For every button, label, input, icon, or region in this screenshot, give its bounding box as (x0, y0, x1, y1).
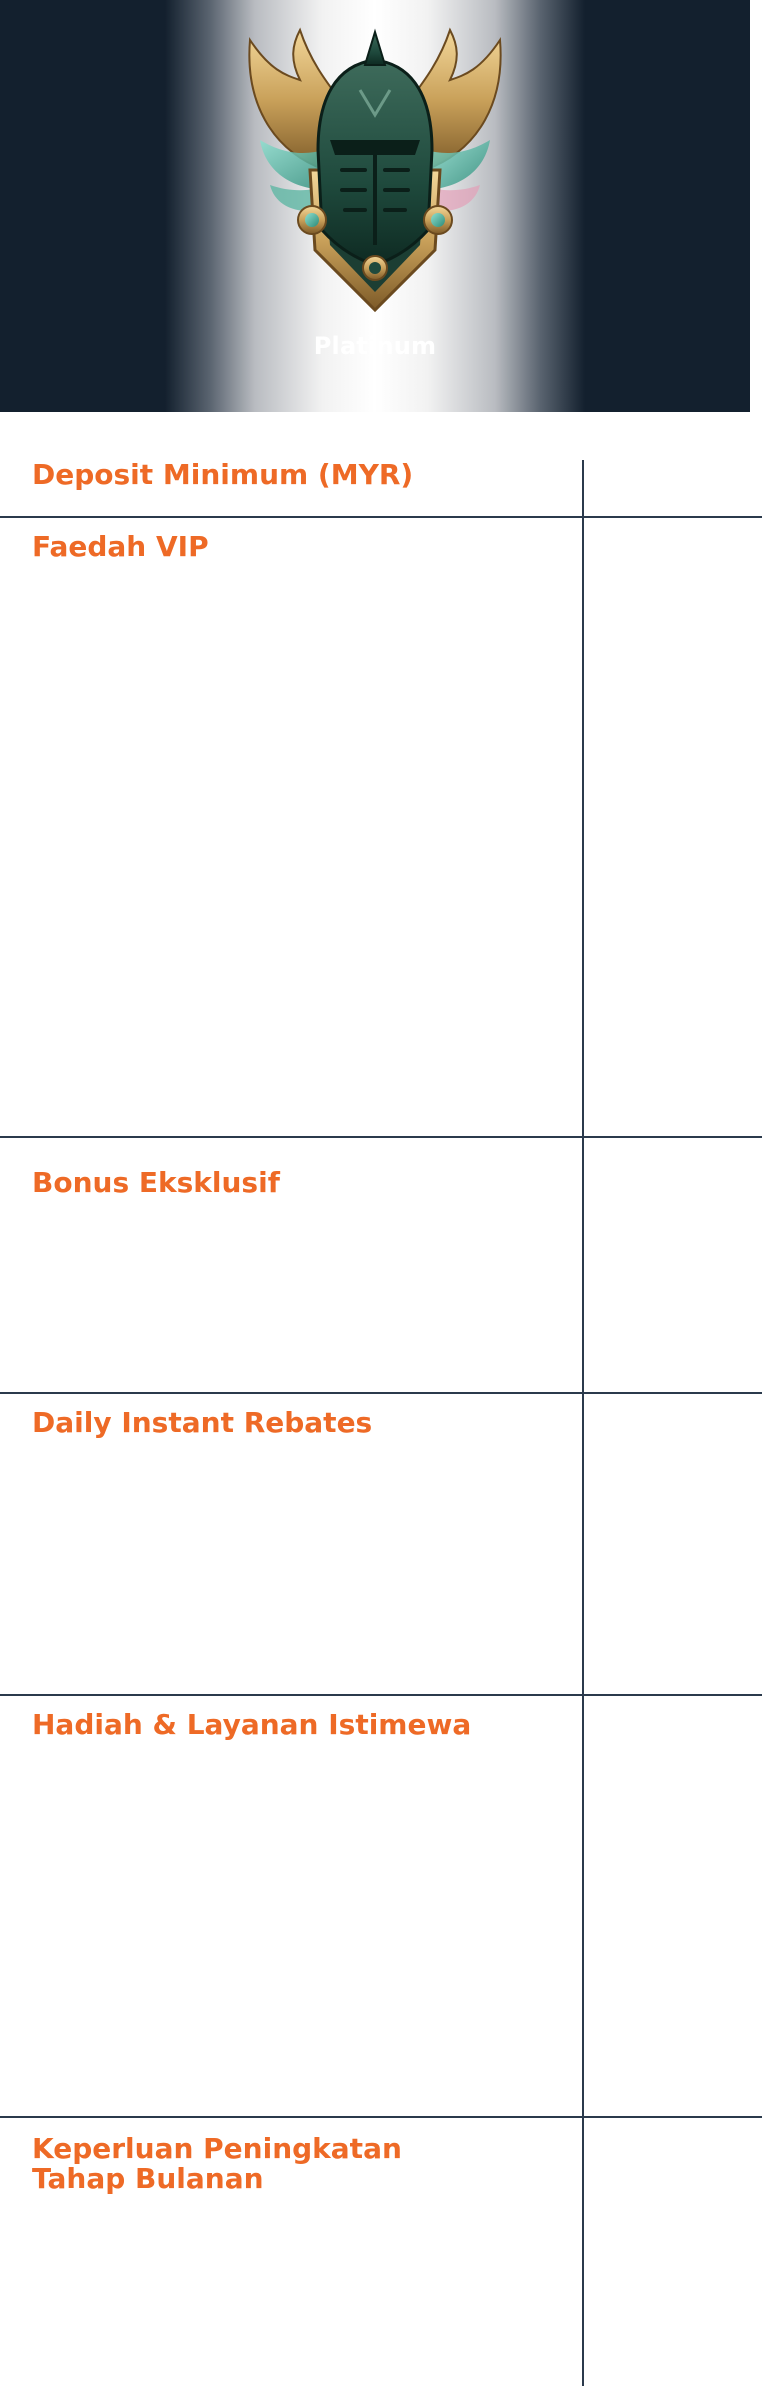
row-label-vip-benefits: Faedah VIP (32, 530, 209, 563)
table-row-vip-benefits (0, 518, 762, 1138)
table-row-deposit-minimum (0, 460, 762, 518)
tier-name: Platinum (313, 332, 437, 360)
table-row-monthly-upgrade-requirement (0, 2118, 762, 2386)
row-label-exclusive-bonus: Bonus Eksklusif (32, 1166, 280, 1199)
row-label-daily-instant-rebates: Daily Instant Rebates (32, 1406, 373, 1439)
row-label-deposit-minimum: Deposit Minimum (MYR) (32, 458, 414, 491)
table-row-daily-instant-rebates (0, 1394, 762, 1696)
row-label-monthly-upgrade-requirement: Keperluan Peningkatan Tahap Bulanan (32, 2132, 402, 2195)
table-row-special-rewards (0, 1696, 762, 2118)
knight-helmet-winged-emblem-icon (230, 20, 520, 320)
tier-hero-banner (0, 0, 750, 412)
table-row-exclusive-bonus (0, 1138, 762, 1394)
row-label-special-rewards: Hadiah & Layanan Istimewa (32, 1708, 472, 1741)
